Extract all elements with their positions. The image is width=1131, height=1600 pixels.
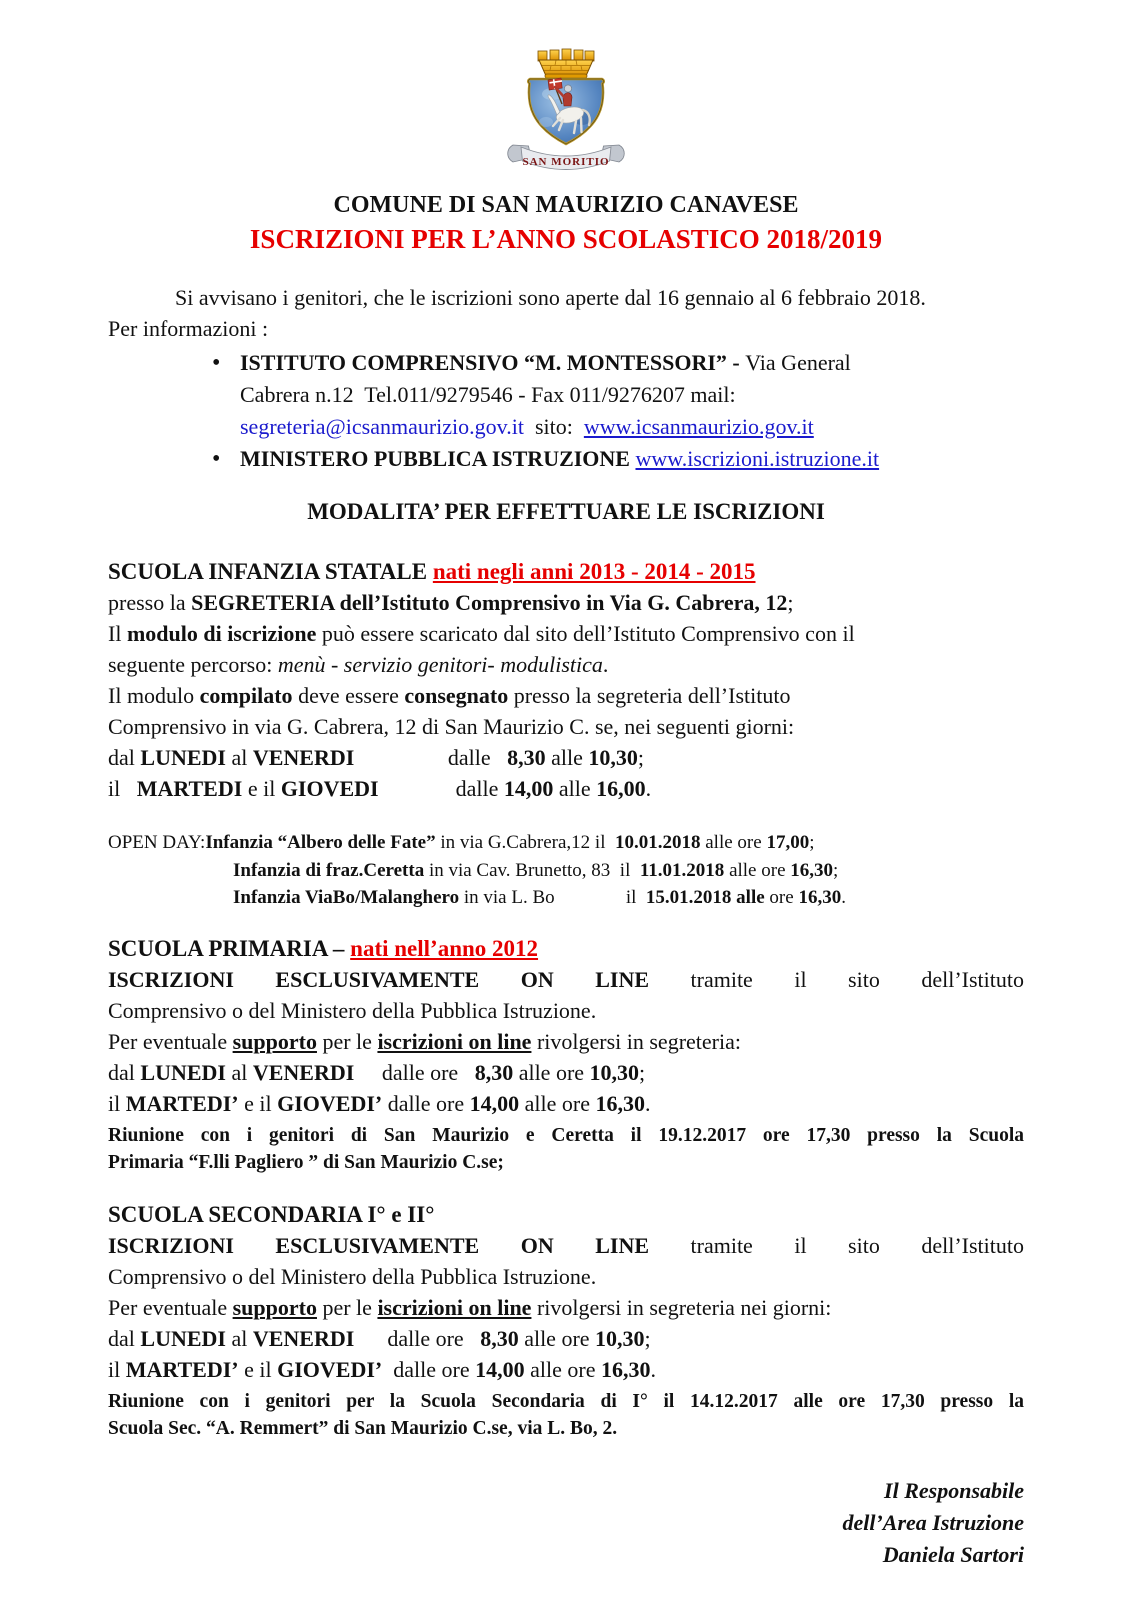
ministero-website-link[interactable]: www.iscrizioni.istruzione.it xyxy=(635,446,880,471)
text-run: deve essere xyxy=(292,683,405,708)
text-run: ISCRIZIONI ESCLUSIVAMENTE ON LINE xyxy=(108,966,650,992)
list-item-ministero xyxy=(108,443,1024,475)
text-run: il xyxy=(108,1356,126,1382)
text-run: il xyxy=(108,1090,126,1116)
infanzia-compilato-line-2: Comprensivo in via G. Cabrera, 12 di San Maurizio C. se, nei seguenti giorni: xyxy=(108,714,795,739)
ministero-name: MINISTERO PUBBLICA ISTRUZIONE xyxy=(240,446,636,471)
primaria-schedule-1 xyxy=(108,1057,1024,1088)
text-run: . xyxy=(644,1090,651,1116)
text-run: 10.01.2018 xyxy=(615,832,701,853)
text-run: al xyxy=(225,1059,253,1085)
primaria-note-line-1: Riunione con i genitori di San Maurizio e Ceretta il 19.12.2017 ore 17,30 presso la Scuola xyxy=(108,1124,1024,1146)
text-run: alle ore xyxy=(724,859,791,881)
modalita-heading: MODALITA’ PER EFFETTUARE LE ISCRIZIONI xyxy=(307,499,825,524)
text-run: sito: xyxy=(523,414,584,439)
secondaria-schedule-2 xyxy=(108,1354,1024,1385)
text-run: LUNEDI xyxy=(140,745,226,770)
text-run: 10,30 xyxy=(588,745,638,770)
text-run: ore xyxy=(764,887,799,908)
text-run: 11.01.2018 xyxy=(639,859,725,881)
text-run: dalle ore xyxy=(354,1325,481,1351)
istituto-line-3 xyxy=(240,411,1024,443)
text-run: al xyxy=(225,1325,253,1351)
text-run: GIOVEDI’ xyxy=(277,1090,383,1116)
text-run: SEGRETERIA dell’Istituto Comprensivo in Via G. Cabrera, 12 xyxy=(191,590,788,615)
infanzia-schedule-2 xyxy=(108,773,1024,804)
contact-list xyxy=(108,347,1024,475)
text-run: supporto xyxy=(232,1294,317,1320)
open-day-line-3 xyxy=(108,884,1024,912)
primaria-online-line-2: Comprensivo o del Ministero della Pubblica Istruzione. xyxy=(108,997,597,1023)
text-run: alle ore xyxy=(519,1090,596,1116)
text-run: consegnato xyxy=(404,683,509,708)
text-run: al xyxy=(225,745,253,770)
motto-ribbon xyxy=(508,145,625,170)
text-run: MARTEDI’ xyxy=(125,1090,239,1116)
secondaria-online-line-2: Comprensivo o del Ministero della Pubblica Istruzione. xyxy=(108,1263,597,1289)
signature-block xyxy=(108,1475,1024,1571)
text-run: . xyxy=(841,887,846,908)
text-run: GIOVEDI xyxy=(280,776,379,801)
text-run: 8,30 xyxy=(480,1325,519,1351)
text-run: presso la segreteria dell’Istituto xyxy=(508,683,791,708)
text-run: in via L. Bo il xyxy=(459,887,646,908)
text-run: 8,30 xyxy=(507,745,546,770)
mural-crown-icon xyxy=(538,49,594,78)
primaria-schedule-2 xyxy=(108,1088,1024,1119)
text-run: Il modulo xyxy=(108,683,200,708)
istituto-line-1 xyxy=(240,347,1024,379)
secondaria-supporto xyxy=(108,1292,1024,1323)
text-run: tramite il sito dell’Istituto xyxy=(649,1232,1025,1258)
istituto-name: ISTITUTO COMPRENSIVO “M. MONTESSORI” - xyxy=(240,350,746,375)
text-run: 10,30 xyxy=(589,1059,640,1085)
text-run: ; xyxy=(809,832,815,853)
istituto-line-2 xyxy=(240,379,1024,411)
text-run: 14,00 xyxy=(469,1090,520,1116)
secondaria-schedule-1 xyxy=(108,1323,1024,1354)
text-run: 10,30 xyxy=(595,1325,645,1351)
text-run: alle xyxy=(553,776,597,801)
infanzia-modulo-line-1 xyxy=(108,618,1024,649)
ministero-line xyxy=(240,443,1024,475)
secondaria-meeting-note xyxy=(108,1388,1024,1442)
text-run: 16,30 xyxy=(600,1356,651,1382)
coat-of-arms-graphic xyxy=(504,46,628,178)
text-run: 14,00 xyxy=(503,776,554,801)
infanzia-schedule-1 xyxy=(108,742,1024,773)
text-run: MARTEDI xyxy=(136,776,243,801)
text-run: ; xyxy=(787,590,794,615)
text-run: dal xyxy=(108,745,141,770)
text-run: Infanzia ViaBo/Malanghero xyxy=(233,887,460,908)
text-run: SCUOLA INFANZIA STATALE xyxy=(108,559,433,584)
bullet-icon xyxy=(212,443,220,478)
text-run: iscrizioni on line xyxy=(377,1294,532,1320)
primaria-heading-highlight: nati nell’anno 2012 xyxy=(350,935,539,961)
text-run: dalle xyxy=(354,745,508,770)
text-run: dalle ore xyxy=(382,1090,470,1116)
text-run: dalle ore xyxy=(382,1356,476,1382)
shield-icon xyxy=(528,78,604,144)
page-title: ISCRIZIONI PER L’ANNO SCOLASTICO 2018/2019 xyxy=(249,224,883,254)
municipal-coat-of-arms xyxy=(108,46,1024,182)
text-run: Per eventuale xyxy=(108,1294,233,1320)
text-run: e il xyxy=(238,1090,278,1116)
text-run: VENERDI xyxy=(252,745,355,770)
text-run: alle ore xyxy=(524,1356,601,1382)
text-run: VENERDI xyxy=(252,1325,355,1351)
text-run: ISCRIZIONI ESCLUSIVAMENTE ON LINE xyxy=(108,1232,650,1258)
text-run: Per eventuale xyxy=(108,1028,233,1054)
text-run: iscrizioni on line xyxy=(377,1028,532,1054)
text-run: 14,00 xyxy=(475,1356,525,1382)
infanzia-modulo-line-2 xyxy=(108,649,1024,680)
secondaria-note-line-1: Riunione con i genitori per la Scuola Secondaria di I° il 14.12.2017 alle ore 17,30 presso la xyxy=(108,1390,1024,1412)
text-run: rivolgersi in segreteria nei giorni: xyxy=(531,1294,832,1320)
text-run: Infanzia “Albero delle Fate” xyxy=(205,832,436,853)
text-run: tramite il sito dell’Istituto xyxy=(649,966,1025,992)
primaria-supporto xyxy=(108,1026,1024,1057)
text-run: per le xyxy=(316,1028,378,1054)
text-run: e il xyxy=(242,776,281,801)
text-run: Cabrera n.12 Tel.011/9279546 - Fax 011/9276207 mail: xyxy=(240,382,736,407)
text-run: modulo di iscrizione xyxy=(126,621,317,646)
text-run: dal xyxy=(108,1325,141,1351)
text-run: 17,00 xyxy=(766,832,810,853)
primaria-online-line-1 xyxy=(108,964,1024,995)
primaria-meeting-note xyxy=(108,1122,1024,1176)
text-run: . xyxy=(645,776,652,801)
text-run: MARTEDI’ xyxy=(125,1356,239,1382)
text-run: ; xyxy=(637,745,644,770)
signature-name: Daniela Sartori xyxy=(882,1541,1024,1567)
text-run: compilato xyxy=(199,683,293,708)
text-run: Infanzia di fraz.Ceretta xyxy=(233,859,425,881)
text-run: Il xyxy=(108,621,127,646)
text-run: alle xyxy=(545,745,589,770)
text-run: rivolgersi in segreteria: xyxy=(531,1028,741,1054)
text-run: LUNEDI xyxy=(140,1325,226,1351)
text-run: in via Cav. Brunetto, 83 il xyxy=(424,859,640,881)
open-day-line-2 xyxy=(108,857,1024,885)
infanzia-heading-highlight: nati negli anni 2013 - 2014 - 2015 xyxy=(432,559,756,584)
text-run: presso la xyxy=(108,590,192,615)
text-run: dal xyxy=(108,1059,141,1085)
email-link[interactable]: segreteria@icsanmaurizio.gov.it xyxy=(240,414,524,439)
open-day-section xyxy=(108,829,1024,912)
text-run: . xyxy=(602,652,609,677)
text-run: alle ore xyxy=(518,1325,596,1351)
open-day-label: OPEN DAY: xyxy=(108,832,206,853)
municipality-title: COMUNE DI SAN MAURIZIO CANAVESE xyxy=(333,192,799,218)
text-run: VENERDI xyxy=(252,1059,355,1085)
text-run: . xyxy=(650,1356,656,1382)
text-run: in via G.Cabrera,12 il xyxy=(435,832,615,853)
secondaria-note-line-2: Scuola Sec. “A. Remmert” di San Maurizio C.se, via L. Bo, 2. xyxy=(108,1417,618,1439)
secondaria-heading: SCUOLA SECONDARIA I° e II° xyxy=(108,1201,435,1227)
text-run: ; xyxy=(644,1325,651,1351)
primaria-heading xyxy=(108,933,1024,964)
text-run: può essere scaricato dal sito dell’Istituto Comprensivo con il xyxy=(316,621,855,646)
intro-notice: Si avvisano i genitori, che le iscrizioni sono aperte dal 16 gennaio al 6 febbraio 2018. xyxy=(175,285,926,310)
istituto-website-link[interactable]: www.icsanmaurizio.gov.it xyxy=(583,414,814,439)
text-run: Via General xyxy=(745,350,851,375)
text-run: 16,30 xyxy=(790,859,833,881)
text-run: LUNEDI xyxy=(140,1059,226,1085)
text-run: ; xyxy=(639,1059,646,1085)
intro-info-label: Per informazioni : xyxy=(108,316,269,341)
signature-role-line-2: dell’Area Istruzione xyxy=(842,1509,1024,1535)
list-item-istituto xyxy=(108,347,1024,443)
text-run: dalle xyxy=(378,776,504,801)
text-run: 15.01.2018 alle xyxy=(645,887,765,908)
text-run: ; xyxy=(833,859,839,881)
text-run: SCUOLA PRIMARIA – xyxy=(108,935,351,961)
text-run: 16,30 xyxy=(798,887,842,908)
text-run: alle ore xyxy=(700,832,767,853)
primaria-note-line-2: Primaria “F.lli Pagliero ” di San Maurizio C.se; xyxy=(108,1151,504,1173)
infanzia-compilato-line-1 xyxy=(108,680,1024,711)
infanzia-heading xyxy=(108,556,1024,587)
text-run: menù - servizio genitori- modulistica xyxy=(277,652,603,677)
text-run: supporto xyxy=(232,1028,317,1054)
infanzia-presso xyxy=(108,587,1024,618)
text-run: seguente percorso: xyxy=(108,652,278,677)
open-day-line-1 xyxy=(108,829,1024,857)
text-run: alle ore xyxy=(513,1059,590,1085)
motto-text: SAN MORITIO xyxy=(522,156,610,168)
text-run: e il xyxy=(238,1356,278,1382)
text-run: 8,30 xyxy=(474,1059,514,1085)
bullet-icon xyxy=(212,347,220,382)
text-run: il xyxy=(108,776,137,801)
text-run: dalle ore xyxy=(354,1059,475,1085)
text-run: GIOVEDI’ xyxy=(277,1356,383,1382)
signature-role-line-1: Il Responsabile xyxy=(884,1477,1024,1503)
text-run: per le xyxy=(316,1294,378,1320)
text-run: 16,00 xyxy=(596,776,646,801)
text-run: 16,30 xyxy=(595,1090,645,1116)
secondaria-online-line-1 xyxy=(108,1230,1024,1261)
